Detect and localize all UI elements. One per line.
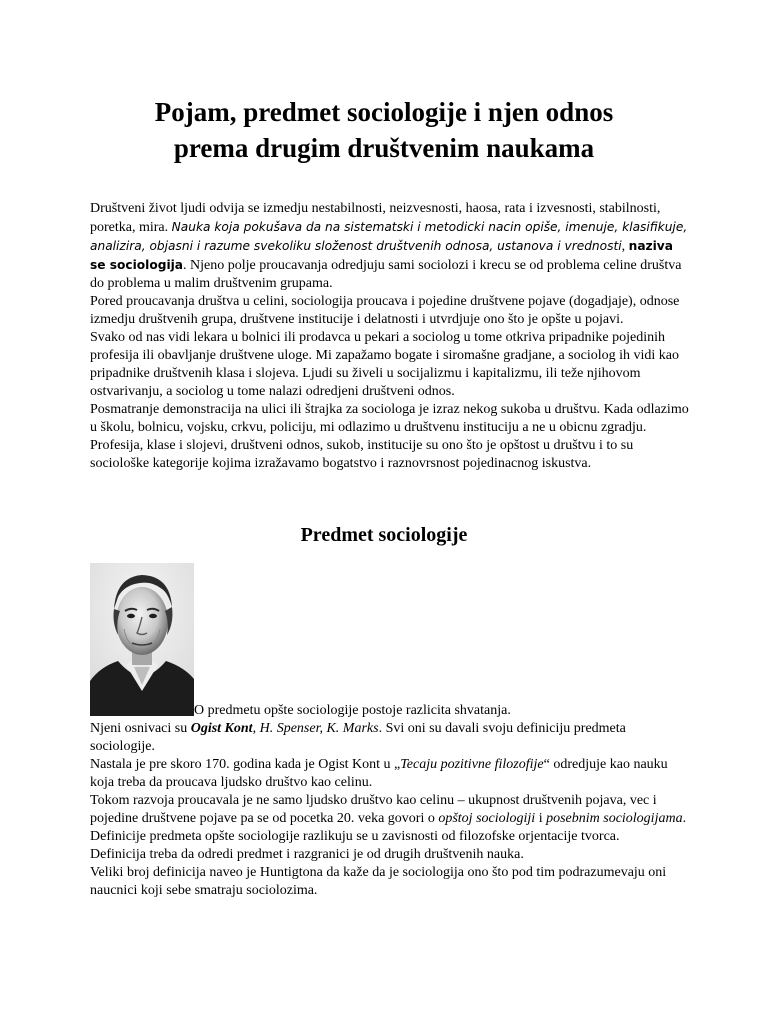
sociology-term: naziva se sociologija [90, 239, 673, 272]
page-title [90, 94, 678, 166]
founder-kont: Ogist Kont [190, 721, 253, 736]
intro-paragraph-3: Svako od nas vidi lekara u bolnici ili prodavca u pekari a sociolog u tome otkriva pripadnike pojedinih profesija ili obavljanje društvene uloge. Mi zapažamo bogate i siromašne gradjane, a sociolog ih vidi kao pripadnike društvenih klasa i slojeva. Ljudi su živeli u socijalizmu i kapitalizmu, ili teže njihovom ostvarivanju, a sociolog u tome nalazi odredjeni društveni odnos. [90, 330, 679, 399]
section-paragraph-1: O predmetu opšte sociologije postoje razlicita shvatanja. [194, 703, 511, 718]
intro-section [90, 200, 690, 473]
intro-paragraph-2: Pored proucavanja društva u celini, sociologija proucava i pojedine društvene pojave (dogadjaje), odnose izmedju društvenih grupa, društvene institucije i delatnosti i utvrdjuje ono što je opšte u pojavi. [90, 294, 680, 327]
intro-paragraph-4: Posmatranje demonstracija na ulici ili štrajka za sociologa je izraz nekog sukoba u društvu. Kada odlazimo u školu, bolnicu, vojsku, crkvu, policiju, mi odlazimo u društvenu instituciju a ne u obicnu zgradju. [90, 402, 689, 435]
section-body [90, 702, 690, 900]
page-title-line-1: Pojam, predmet sociologije i njen odnos [154, 97, 614, 127]
special-sociologies-term: posebnim sociologijama [546, 811, 683, 826]
section-title: Predmet sociologije [300, 524, 468, 546]
general-sociology-term: opštoj sociologiji [438, 811, 536, 826]
sociology-definition: Nauka koja pokušava da na sistematski i metodicki nacin opiše, imenuje, klasifikuje, analizira, objasni i razume svekoliku složenost društvenih odnosa, ustanova i vrednosti [90, 220, 688, 253]
intro-paragraph-5: Profesija, klase i slojevi, društveni odnos, sukob, institucije su ono što je opštost u društvu i to su sociološke kategorije kojima izražavamo bogatstvo i raznovrsnost pojedinacnog iskustva. [90, 438, 634, 471]
section-paragraph-6: Definicija treba da odredi predmet i razgranici je od drugih društvenih nauka. [90, 847, 524, 862]
section-paragraph-4: Tokom razvoja proucavala je ne samo ljudsko društvo kao celinu – ukupnost društvenih pojava, vec i pojedine društvene pojave pa se od pocetka 20. veka govori o opštoj sociologiji i posebnim sociologijama. [90, 793, 687, 826]
founder-names: H. Spenser, K. Marks [259, 721, 379, 736]
section-paragraph-2: Njeni osnivaci su Ogist Kont, H. Spenser, K. Marks. Svi oni su davali svoju definiciju predmeta sociologije. [90, 721, 626, 754]
page-title-line-2: prema drugim društvenim naukama [173, 133, 595, 163]
section-paragraph-3: Nastala je pre skoro 170. godina kada je Ogist Kont u „Tecaju pozitivne filozofije“ odredjuje kao nauku koja treba da proucava ljudsko društvo kao celinu. [90, 757, 668, 790]
section-paragraph-7: Veliki broj definicija naveo je Huntigtona da kaže da je sociologija ono što pod tim podrazumevaju oni naucnici koji sebe smatraju sociolozima. [90, 865, 667, 898]
intro-paragraph-1: Društveni život ljudi odvija se izmedju nestabilnosti, neizvesnosti, haosa, rata i izvesnosti, stabilnosti, poretka, mira. Nauka koja pokušava da na sistematski i metodicki nacin opiše, imenuje, klasifikuje, analizira, objasni i razume svekoliku složenost društvenih odnosa, ustanova i vrednosti, naziva se sociologija. Njeno polje proucavanja odredjuju sami sociolozi i krecu se od problema celine društva do problema u malim društvenim grupama. [90, 201, 688, 291]
auguste-comte-portrait [90, 563, 194, 716]
book-title: Tecaju pozitivne filozofije [400, 757, 544, 772]
section-paragraph-5: Definicije predmeta opšte sociologije razlikuju se u zavisnosti od filozofske orjentacije tvorca. [90, 829, 620, 844]
